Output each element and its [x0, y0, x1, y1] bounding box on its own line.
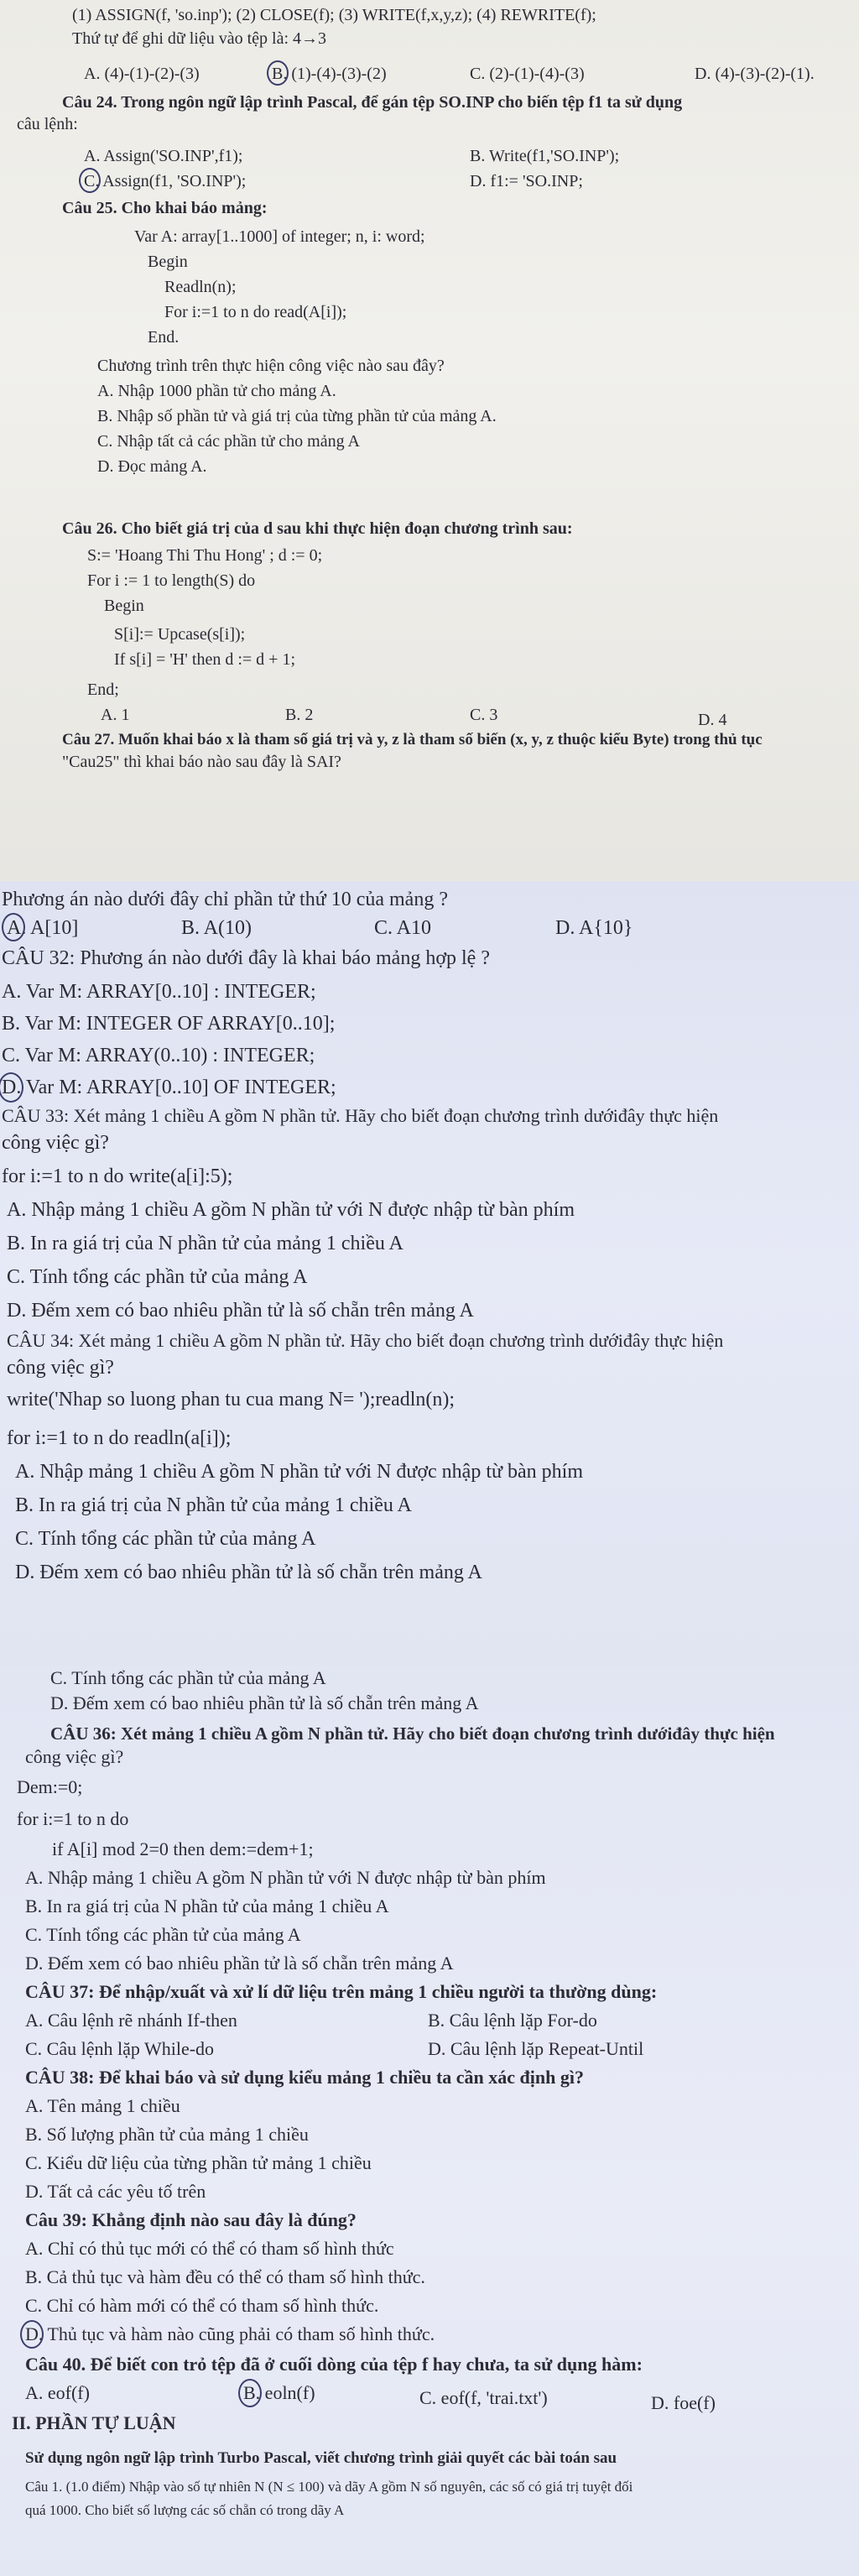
q38-question: CÂU 38: Để khai báo và sử dụng kiểu mảng 1 chiều ta cần xác định gì?	[25, 2067, 584, 2088]
q36-code-line: if A[i] mod 2=0 then dem:=dem+1;	[52, 1838, 314, 1859]
q40-answer-c: C. eof(f, 'trai.txt')	[419, 2387, 548, 2408]
q26-code-line: If s[i] = 'H' then d := d + 1;	[114, 650, 296, 669]
q25-answer-d: D. Đọc mảng A.	[97, 457, 207, 476]
answer-circle-mark	[20, 2320, 44, 2349]
section-essay-heading: II. PHẦN TỰ LUẬN	[12, 2412, 176, 2433]
q25-title: Câu 25. Cho khai báo mảng:	[62, 199, 268, 217]
q23-answer-d: D. (4)-(3)-(2)-(1).	[695, 65, 815, 83]
q33-answer-c: C. Tính tổng các phần tử của mảng A	[7, 1266, 308, 1288]
q26-code-line: For i := 1 to length(S) do	[87, 571, 256, 590]
q26-answer-d: D. 4	[698, 711, 727, 729]
q36-answer-d: D. Đếm xem có bao nhiêu phần tử là số chẵn trên mảng A	[25, 1953, 454, 1974]
q38-answer-d: D. Tất cả các yêu tố trên	[25, 2181, 206, 2202]
q39-answer-c: C. Chỉ có hàm mới có thể có tham số hình thức.	[25, 2295, 379, 2316]
q24-answer-c: C. Assign(f1, 'SO.INP');	[84, 172, 247, 190]
q24-answer-a: A. Assign('SO.INP',f1);	[84, 147, 243, 165]
q36-question: CÂU 36: Xét mảng 1 chiều A gồm N phần tử. Hãy cho biết đoạn chương trình dướiđây thực hiện	[50, 1723, 775, 1744]
q37-answer-b: B. Câu lệnh lặp For-do	[428, 2010, 597, 2031]
q35-answer-c: C. Tính tổng các phần tử của mảng A	[50, 1667, 326, 1688]
q38-answer-b: B. Số lượng phần tử của mảng 1 chiều	[25, 2124, 309, 2145]
answer-circle-mark	[267, 60, 289, 86]
q32-answer-b: B. Var M: INTEGER OF ARRAY[0..10];	[2, 1013, 336, 1035]
q26-code-line: S[i]:= Upcase(s[i]);	[114, 625, 246, 644]
q39-answer-a: A. Chỉ có thủ tục mới có thể có tham số hình thức	[25, 2238, 394, 2259]
q39-question: Câu 39: Khẳng định nào sau đây là đúng?	[25, 2209, 357, 2230]
exam-photo-1	[0, 0, 859, 881]
q34-question-cont: công việc gì?	[7, 1357, 114, 1379]
q23-answer-b: B. (1)-(4)-(3)-(2)	[272, 65, 387, 83]
q24-answer-d: D. f1:= 'SO.INP;	[470, 172, 583, 190]
q40-answer-d: D. foe(f)	[651, 2392, 716, 2413]
q26-answer-b: B. 2	[285, 706, 314, 724]
q34-code-line: write('Nhap so luong phan tu cua mang N= ');readln(n);	[7, 1389, 456, 1411]
q27-title: Câu 27. Muốn khai báo x là tham số giá trị và y, z là tham số biến (x, y, z thuộc kiểu Byte) trong thủ tục	[62, 731, 763, 748]
q36-answer-a: A. Nhập mảng 1 chiều A gồm N phần tử với N được nhập từ bàn phím	[25, 1867, 546, 1888]
q23-answer-a: A. (4)-(1)-(2)-(3)	[84, 65, 200, 83]
q26-title: Câu 26. Cho biết giá trị của d sau khi thực hiện đoạn chương trình sau:	[62, 519, 573, 538]
q40-answer-b: B. eoln(f)	[243, 2382, 315, 2403]
q31-answer-a: A. A[10]	[7, 917, 79, 939]
q26-code-line: S:= 'Hoang Thi Thu Hong' ; d := 0;	[87, 546, 323, 565]
q31-question: Phương án nào dưới đây chỉ phần tử thứ 10 của mảng ?	[2, 889, 448, 910]
q33-question: CÂU 33: Xét mảng 1 chiều A gồm N phần tử. Hãy cho biết đoạn chương trình dướiđây thực hiện	[2, 1105, 719, 1126]
q38-answer-a: A. Tên mảng 1 chiều	[25, 2095, 180, 2116]
q37-answer-a: A. Câu lệnh rẽ nhánh If-then	[25, 2010, 237, 2031]
q33-answer-b: B. In ra giá trị của N phần tử của mảng 1 chiều A	[7, 1233, 403, 1254]
q25-answer-a: A. Nhập 1000 phần tử cho mảng A.	[97, 382, 336, 400]
q24-title: Câu 24. Trong ngôn ngữ lập trình Pascal, để gán tệp SO.INP cho biến tệp f1 ta sử dụng	[62, 93, 683, 112]
q40-question: Câu 40. Để biết con trỏ tệp đã ở cuối dòng của tệp f hay chưa, ta sử dụng hàm:	[25, 2354, 643, 2375]
q37-question: CÂU 37: Để nhập/xuất và xử lí dữ liệu trên mảng 1 chiều người ta thường dùng:	[25, 1981, 658, 2002]
essay-q1-text: Câu 1. (1.0 điểm) Nhập vào số tự nhiên N (N ≤ 100) và dãy A gồm N số nguyên, các số có giá trị tuyệt đối	[25, 2479, 633, 2495]
q24-answer-b: B. Write(f1,'SO.INP');	[470, 147, 620, 165]
q26-code-line: End;	[87, 681, 119, 699]
q26-code-line: Begin	[104, 597, 144, 615]
q38-answer-c: C. Kiểu dữ liệu của từng phần tử mảng 1 chiều	[25, 2152, 372, 2173]
answer-circle-mark	[2, 913, 25, 941]
q32-answer-c: C. Var M: ARRAY(0..10) : INTEGER;	[2, 1045, 315, 1066]
q35-answer-d: D. Đếm xem có bao nhiêu phần tử là số chẵn trên mảng A	[50, 1692, 479, 1713]
q25-code-line: Begin	[148, 253, 188, 271]
q34-code-line: for i:=1 to n do readln(a[i]);	[7, 1427, 232, 1449]
q25-code-line: End.	[148, 328, 180, 347]
q34-answer-b: B. In ra giá trị của N phần tử của mảng 1 chiều A	[15, 1494, 412, 1516]
q27-title-cont: "Cau25" thì khai báo nào sau đây là SAI?	[62, 753, 341, 771]
q36-answer-c: C. Tính tổng các phần tử của mảng A	[25, 1924, 301, 1945]
q25-answer-c: C. Nhập tất cả các phần tử cho mảng A	[97, 432, 360, 451]
q33-answer-d: D. Đếm xem có bao nhiêu phần tử là số chẵn trên mảng A	[7, 1300, 474, 1322]
exam-photo-3	[0, 1666, 859, 2576]
answer-circle-mark	[79, 168, 101, 193]
q36-code-line: for i:=1 to n do	[17, 1808, 129, 1829]
q33-code-line: for i:=1 to n do write(a[i]:5);	[2, 1165, 233, 1187]
q39-answer-b: B. Cả thủ tục và hàm đều có thể có tham số hình thức.	[25, 2266, 425, 2287]
q36-code-line: Dem:=0;	[17, 1776, 83, 1797]
q23-options-list: (1) ASSIGN(f, 'so.inp'); (2) CLOSE(f); (3) WRITE(f,x,y,z); (4) REWRITE(f);	[72, 6, 596, 24]
q25-code-line: For i:=1 to n do read(A[i]);	[164, 303, 347, 321]
q34-answer-a: A. Nhập mảng 1 chiều A gồm N phần tử với N được nhập từ bàn phím	[15, 1461, 583, 1483]
q25-answer-b: B. Nhập số phần tử và giá trị của từng phần tử của mảng A.	[97, 407, 497, 425]
q24-title-cont: câu lệnh:	[17, 115, 78, 133]
q40-answer-a: A. eof(f)	[25, 2382, 90, 2403]
q36-answer-b: B. In ra giá trị của N phần tử của mảng 1 chiều A	[25, 1895, 389, 1916]
q25-code-line: Readln(n);	[164, 278, 237, 296]
q33-question-cont: công việc gì?	[2, 1132, 109, 1154]
q32-question: CÂU 32: Phương án nào dưới đây là khai báo mảng hợp lệ ?	[2, 947, 490, 969]
q36-question-cont: công việc gì?	[25, 1746, 124, 1767]
q26-answer-a: A. 1	[101, 706, 130, 724]
q34-question: CÂU 34: Xét mảng 1 chiều A gồm N phần tử. Hãy cho biết đoạn chương trình dướiđây thực hiện	[7, 1330, 724, 1351]
q33-answer-a: A. Nhập mảng 1 chiều A gồm N phần tử với N được nhập từ bàn phím	[7, 1199, 575, 1221]
q32-answer-d: D. Var M: ARRAY[0..10] OF INTEGER;	[2, 1077, 336, 1098]
q34-answer-c: C. Tính tổng các phần tử của mảng A	[15, 1528, 316, 1550]
q31-answer-d: D. A{10}	[555, 917, 633, 939]
q37-answer-c: C. Câu lệnh lặp While-do	[25, 2038, 215, 2059]
essay-q1-text-cont: quá 1000. Cho biết số lượng các số chẵn có trong dãy A	[25, 2502, 345, 2518]
q32-answer-a: A. Var M: ARRAY[0..10] : INTEGER;	[2, 981, 316, 1003]
q39-answer-d: D. Thủ tục và hàm nào cũng phải có tham số hình thức.	[25, 2323, 435, 2344]
q37-answer-d: D. Câu lệnh lặp Repeat-Until	[428, 2038, 644, 2059]
q31-answer-b: B. A(10)	[181, 917, 252, 939]
q26-answer-c: C. 3	[470, 706, 498, 724]
exam-photo-2	[0, 881, 859, 1666]
q25-code-line: Var A: array[1..1000] of integer; n, i: word;	[134, 227, 425, 246]
q23-answer-c: C. (2)-(1)-(4)-(3)	[470, 65, 585, 83]
answer-circle-mark	[238, 2379, 262, 2407]
q25-question: Chương trình trên thực hiện công việc nào sau đây?	[97, 357, 445, 375]
q23-prompt: Thứ tự để ghi dữ liệu vào tệp là: 4→3	[72, 29, 327, 48]
q31-answer-c: C. A10	[374, 917, 432, 939]
q34-answer-d: D. Đếm xem có bao nhiêu phần tử là số chẵn trên mảng A	[15, 1562, 482, 1583]
essay-instruction: Sử dụng ngôn ngữ lập trình Turbo Pascal, viết chương trình giải quyết các bài toán sau	[25, 2449, 617, 2467]
